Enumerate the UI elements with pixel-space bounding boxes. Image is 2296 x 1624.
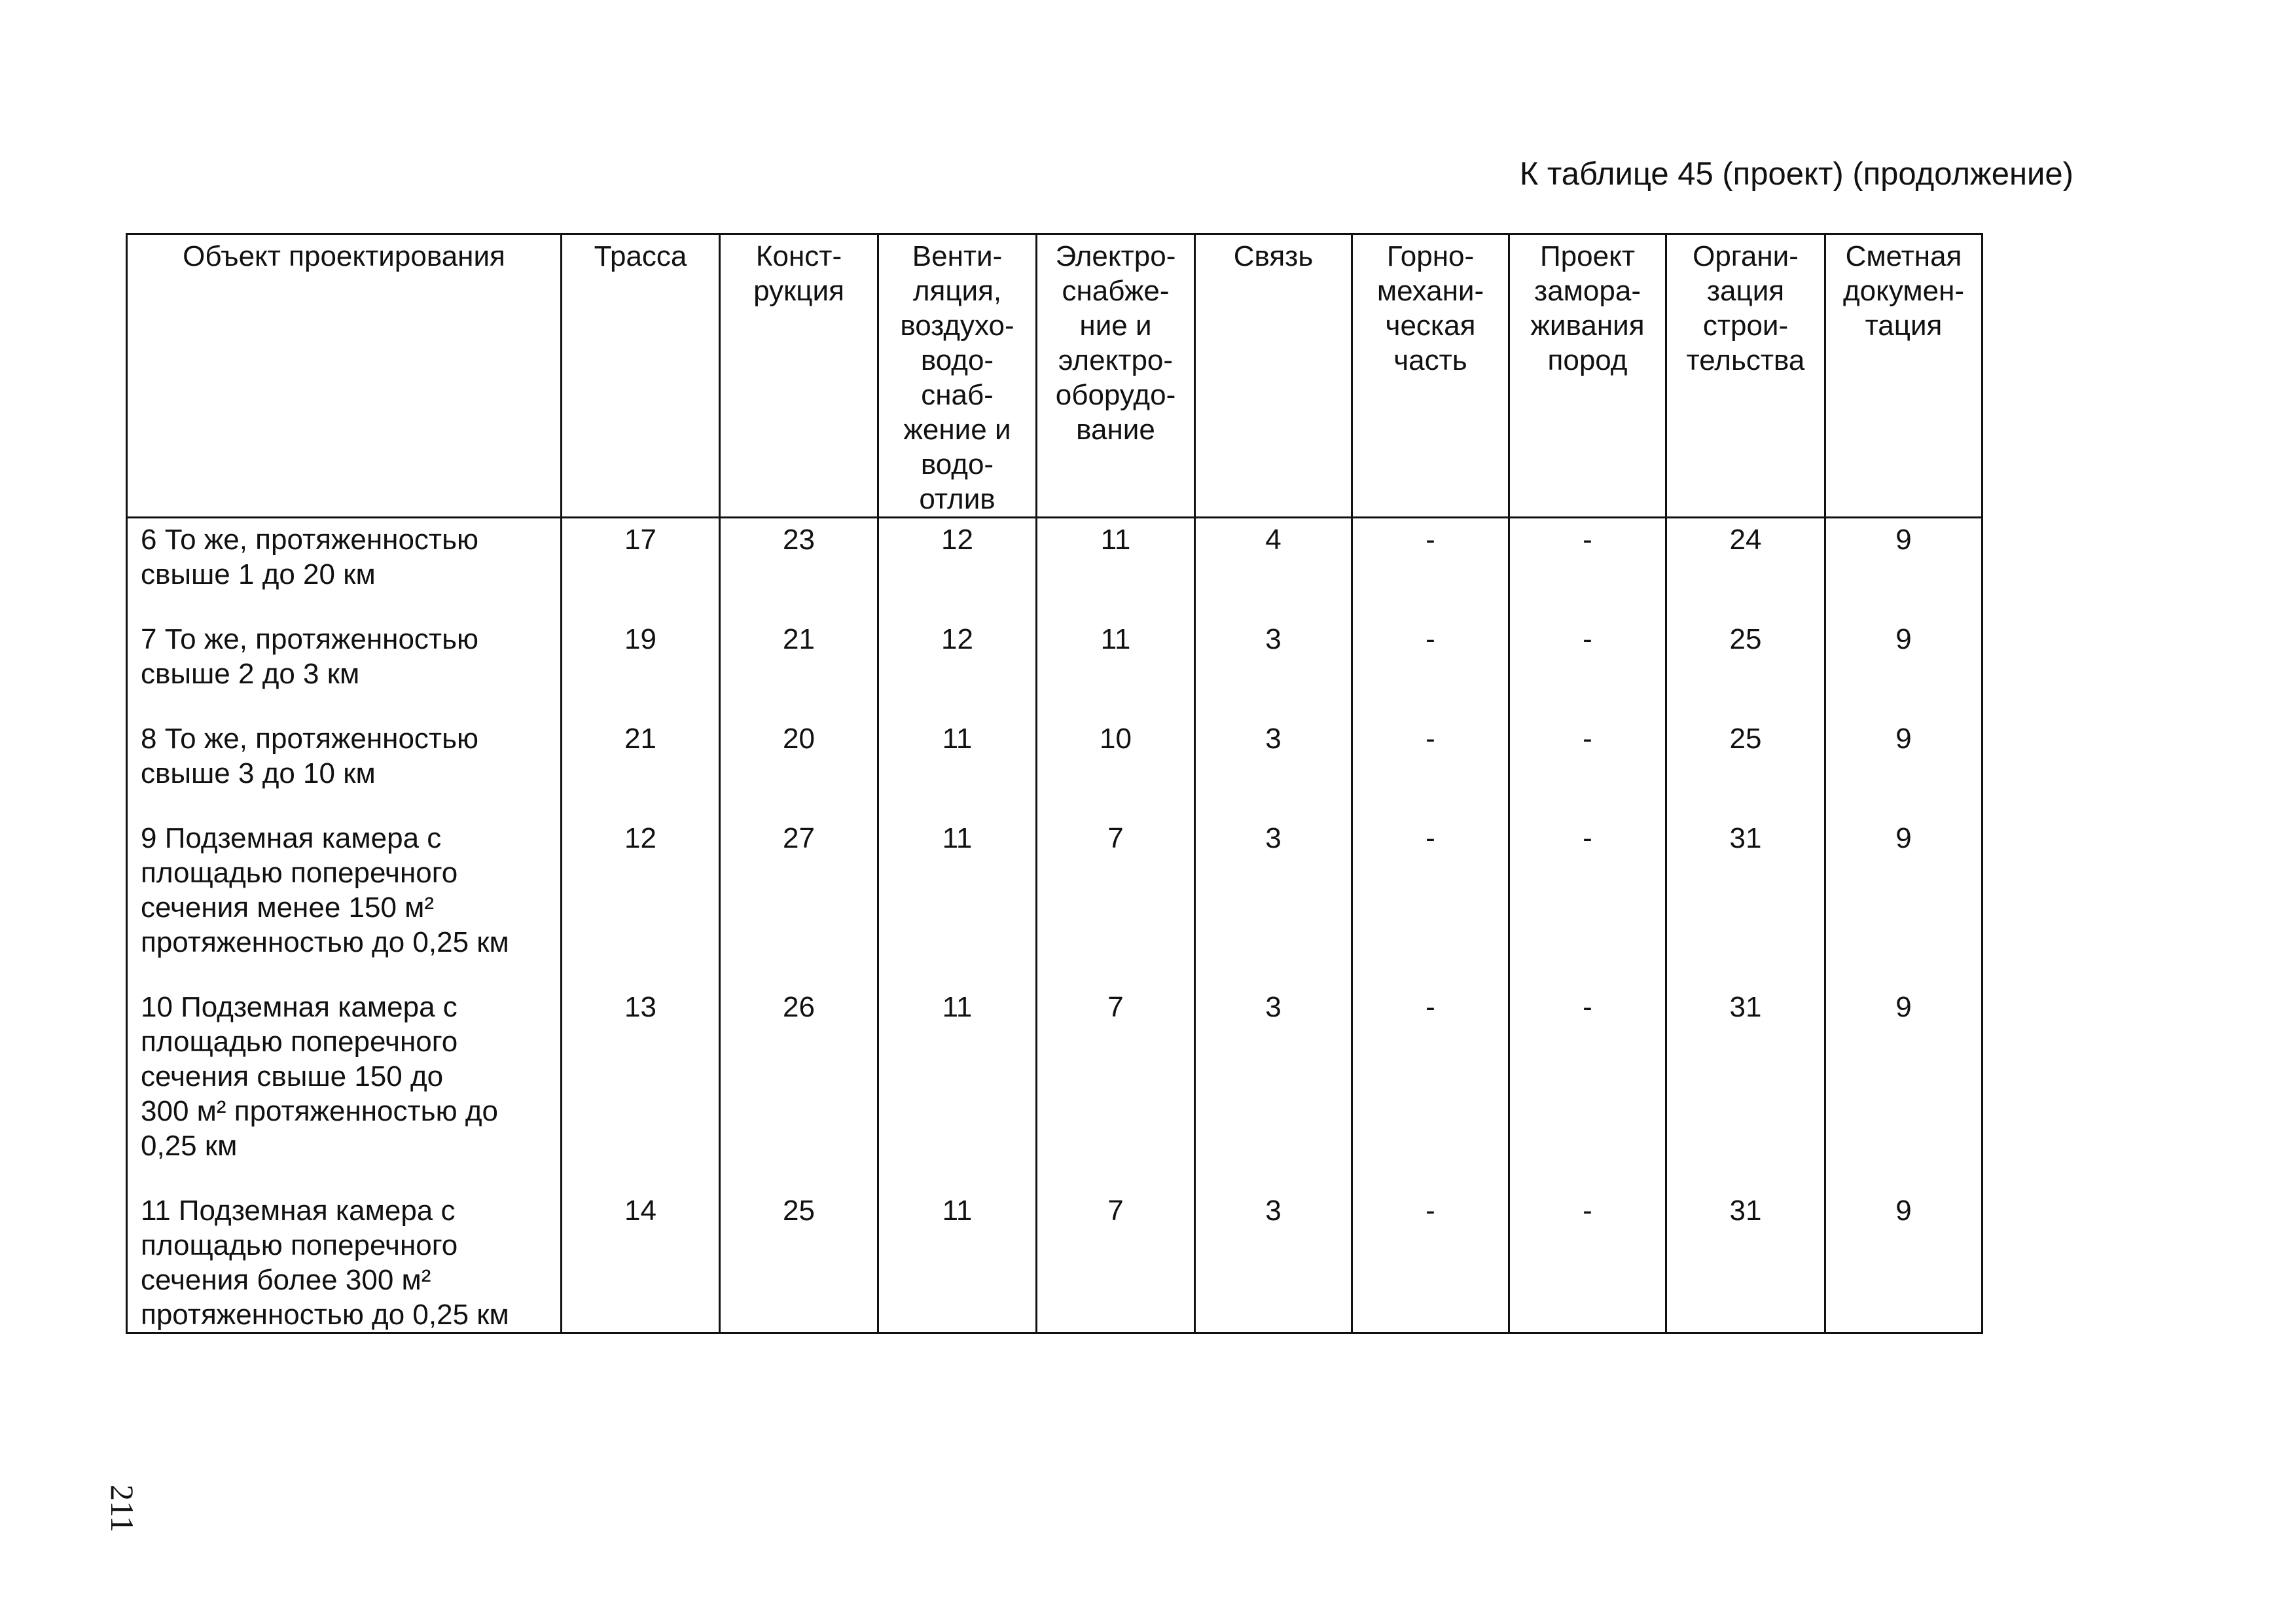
value-cell: - (1352, 717, 1509, 817)
value-cell: 12 (878, 618, 1037, 717)
table-row (127, 986, 1982, 1189)
value-cell: 21 (720, 618, 878, 717)
object-cell: 7 То же, протяженностью свыше 2 до 3 км (127, 618, 562, 717)
table-row (127, 618, 1982, 717)
value-cell: 9 (1825, 717, 1982, 817)
table-row (127, 518, 1982, 619)
value-cell: 11 (878, 817, 1037, 986)
table-row (127, 1189, 1982, 1333)
object-cell: 9 Подземная камера с площадью поперечного сечения менее 150 м² протяженностью до 0,25 км (127, 817, 562, 986)
value-cell: 25 (1666, 618, 1825, 717)
value-cell: 7 (1037, 1189, 1195, 1333)
object-cell: 11 Подземная камера с площадью поперечного сечения более 300 м² протяженностью до 0,25 км (127, 1189, 562, 1333)
table-caption: К таблице 45 (проект) (продолжение) (1519, 156, 2073, 192)
value-cell: 9 (1825, 986, 1982, 1189)
value-cell: 13 (562, 986, 720, 1189)
value-cell: 11 (878, 1189, 1037, 1333)
value-cell: 11 (1037, 618, 1195, 717)
value-cell: 17 (562, 518, 720, 619)
object-cell: 8 То же, протяженностью свыше 3 до 10 км (127, 717, 562, 817)
page-number: 211 (104, 1485, 141, 1533)
value-cell: 7 (1037, 817, 1195, 986)
value-cell: - (1509, 518, 1666, 619)
value-cell: 4 (1195, 518, 1352, 619)
column-header: Электро- снабже- ние и электро- оборудо- вание (1037, 234, 1195, 518)
table-row (127, 717, 1982, 817)
column-header: Конст- рукция (720, 234, 878, 518)
value-cell: 27 (720, 817, 878, 986)
value-cell: 3 (1195, 986, 1352, 1189)
value-cell: 11 (878, 986, 1037, 1189)
value-cell: 20 (720, 717, 878, 817)
column-header: Сметная докумен- тация (1825, 234, 1982, 518)
table-body (127, 518, 1982, 1333)
value-cell: 3 (1195, 817, 1352, 986)
value-cell: 23 (720, 518, 878, 619)
value-cell: 9 (1825, 817, 1982, 986)
value-cell: 3 (1195, 1189, 1352, 1333)
column-header: Объект проектирования (127, 234, 562, 518)
value-cell: 12 (878, 518, 1037, 619)
table-header (127, 234, 1982, 518)
column-header: Венти- ляция, воздухо- водо- снаб- жение и водо- отлив (878, 234, 1037, 518)
value-cell: 31 (1666, 1189, 1825, 1333)
column-header: Проект замора- живания пород (1509, 234, 1666, 518)
value-cell: 26 (720, 986, 878, 1189)
value-cell: 19 (562, 618, 720, 717)
value-cell: - (1352, 618, 1509, 717)
value-cell: 3 (1195, 717, 1352, 817)
object-cell: 6 То же, протяженностью свыше 1 до 20 км (127, 518, 562, 619)
value-cell: - (1352, 817, 1509, 986)
column-header: Горно- механи- ческая часть (1352, 234, 1509, 518)
object-cell: 10 Подземная камера с площадью поперечного сечения свыше 150 до 300 м² протяженностью до 0,25 км (127, 986, 562, 1189)
value-cell: - (1509, 618, 1666, 717)
value-cell: 11 (878, 717, 1037, 817)
column-header: Трасса (562, 234, 720, 518)
value-cell: 25 (720, 1189, 878, 1333)
value-cell: 9 (1825, 618, 1982, 717)
value-cell: 7 (1037, 986, 1195, 1189)
value-cell: - (1509, 717, 1666, 817)
column-header: Связь (1195, 234, 1352, 518)
value-cell: 31 (1666, 817, 1825, 986)
value-cell: 3 (1195, 618, 1352, 717)
value-cell: - (1509, 1189, 1666, 1333)
value-cell: 12 (562, 817, 720, 986)
cost-distribution-table (126, 233, 1983, 1334)
value-cell: - (1509, 986, 1666, 1189)
header-row (127, 234, 1982, 518)
value-cell: 21 (562, 717, 720, 817)
value-cell: 31 (1666, 986, 1825, 1189)
value-cell: - (1352, 518, 1509, 619)
value-cell: 24 (1666, 518, 1825, 619)
column-header: Органи- зация строи- тельства (1666, 234, 1825, 518)
table-row (127, 817, 1982, 986)
value-cell: - (1352, 1189, 1509, 1333)
value-cell: 14 (562, 1189, 720, 1333)
value-cell: - (1352, 986, 1509, 1189)
value-cell: 10 (1037, 717, 1195, 817)
value-cell: - (1509, 817, 1666, 986)
value-cell: 11 (1037, 518, 1195, 619)
value-cell: 9 (1825, 518, 1982, 619)
value-cell: 9 (1825, 1189, 1982, 1333)
value-cell: 25 (1666, 717, 1825, 817)
